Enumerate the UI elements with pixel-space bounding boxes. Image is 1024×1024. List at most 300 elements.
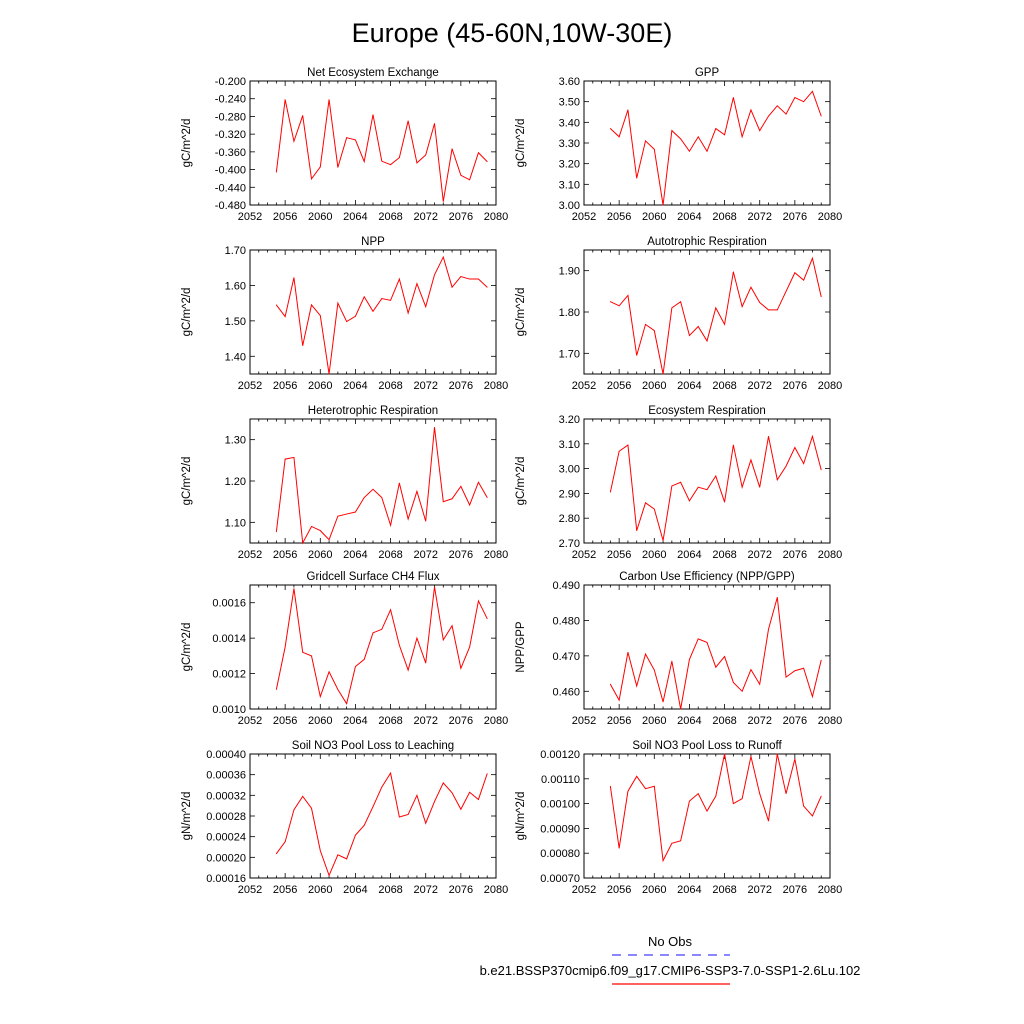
data-point bbox=[680, 840, 681, 841]
data-point bbox=[364, 497, 365, 498]
data-point bbox=[821, 660, 822, 661]
x-tick-label: 2068 bbox=[712, 549, 737, 561]
data-point bbox=[654, 509, 655, 510]
x-tick-label: 2068 bbox=[378, 549, 403, 561]
data-point bbox=[302, 345, 303, 346]
data-point bbox=[768, 821, 769, 822]
data-point bbox=[821, 296, 822, 297]
y-tick-label: 1.10 bbox=[224, 517, 246, 530]
y-tick-label: 3.30 bbox=[558, 138, 580, 150]
data-point bbox=[311, 305, 312, 306]
data-point bbox=[663, 205, 664, 206]
x-tick-label: 2052 bbox=[237, 211, 263, 223]
y-axis-label: gN/m^2/d bbox=[181, 791, 193, 841]
panel-npp bbox=[181, 236, 508, 392]
data-point bbox=[294, 588, 295, 589]
y-tick-label: 0.00110 bbox=[541, 773, 580, 786]
x-tick-label: 2068 bbox=[712, 211, 737, 223]
data-point bbox=[610, 128, 611, 129]
data-point bbox=[320, 530, 321, 531]
x-tick-label: 2060 bbox=[642, 884, 667, 896]
y-axis-label: gC/m^2/d bbox=[181, 118, 193, 168]
x-tick-label: 2072 bbox=[413, 380, 438, 392]
data-point bbox=[680, 709, 681, 710]
y-tick-label: 0.0012 bbox=[212, 668, 246, 681]
data-point bbox=[715, 476, 716, 477]
panel-net-ecosystem-exchange bbox=[181, 67, 508, 223]
y-axis-label: NPP/GPP bbox=[515, 621, 527, 673]
y-tick-label: 0.00028 bbox=[206, 811, 246, 823]
x-tick-label: 2076 bbox=[448, 884, 474, 896]
data-point bbox=[777, 479, 778, 480]
x-tick-label: 2072 bbox=[747, 884, 772, 896]
series-line bbox=[276, 773, 487, 875]
legend-case-label: b.e21.BSSP370cmip6.f09_g17.CMIP6-SSP3-7.0-SSP1-2.6Lu.102 bbox=[479, 963, 861, 978]
data-point bbox=[707, 642, 708, 643]
panel-soil-no3-pool-loss-to-leaching bbox=[181, 740, 508, 896]
data-point bbox=[628, 445, 629, 446]
data-point bbox=[671, 486, 672, 487]
plot-frame bbox=[584, 250, 830, 374]
data-point bbox=[434, 274, 435, 275]
y-tick-label: 0.00016 bbox=[206, 873, 246, 885]
data-point bbox=[487, 287, 488, 288]
data-point bbox=[794, 447, 795, 448]
data-point bbox=[619, 848, 620, 849]
data-point bbox=[671, 661, 672, 662]
y-tick-label: 0.00120 bbox=[540, 749, 580, 761]
data-point bbox=[812, 436, 813, 437]
y-tick-label: 2.80 bbox=[558, 513, 580, 526]
x-tick-label: 2076 bbox=[782, 884, 808, 896]
x-tick-label: 2060 bbox=[308, 211, 333, 223]
data-point bbox=[408, 670, 409, 671]
data-point bbox=[751, 460, 752, 461]
x-tick-label: 2064 bbox=[677, 549, 702, 561]
data-point bbox=[689, 801, 690, 802]
y-tick-label: 0.00040 bbox=[206, 749, 246, 761]
plot-frame bbox=[250, 585, 496, 709]
x-tick-label: 2080 bbox=[817, 549, 843, 561]
data-point bbox=[276, 172, 277, 173]
x-tick-label: 2052 bbox=[237, 884, 263, 896]
data-point bbox=[399, 483, 400, 484]
data-point bbox=[311, 526, 312, 527]
data-point bbox=[469, 279, 470, 280]
x-tick-label: 2060 bbox=[308, 380, 333, 392]
panel-title: Carbon Use Efficiency (NPP/GPP) bbox=[619, 571, 795, 583]
data-point bbox=[311, 808, 312, 809]
data-point bbox=[671, 307, 672, 308]
data-point bbox=[276, 689, 277, 690]
data-point bbox=[751, 287, 752, 288]
data-point bbox=[408, 120, 409, 121]
data-point bbox=[724, 656, 725, 657]
x-tick-label: 2056 bbox=[606, 715, 632, 727]
data-point bbox=[715, 307, 716, 308]
y-axis-label: gC/m^2/d bbox=[181, 456, 193, 506]
data-point bbox=[329, 671, 330, 672]
x-tick-label: 2056 bbox=[606, 549, 632, 561]
data-point bbox=[346, 703, 347, 704]
x-tick-label: 2072 bbox=[747, 549, 772, 561]
data-point bbox=[276, 305, 277, 306]
data-point bbox=[478, 601, 479, 602]
data-point bbox=[786, 677, 787, 678]
x-tick-label: 2072 bbox=[747, 380, 772, 392]
data-point bbox=[724, 502, 725, 503]
y-axis-label: gN/m^2/d bbox=[515, 791, 527, 841]
data-point bbox=[794, 759, 795, 760]
y-tick-label: 0.0014 bbox=[212, 633, 246, 646]
data-point bbox=[469, 792, 470, 793]
data-point bbox=[285, 316, 286, 317]
data-point bbox=[812, 258, 813, 259]
y-tick-label: -0.280 bbox=[214, 111, 246, 124]
data-point bbox=[619, 136, 620, 137]
data-point bbox=[645, 502, 646, 503]
data-point bbox=[469, 647, 470, 648]
x-tick-label: 2056 bbox=[272, 549, 298, 561]
data-point bbox=[733, 682, 734, 683]
data-point bbox=[417, 795, 418, 796]
y-tick-label: -0.200 bbox=[214, 76, 246, 88]
data-point bbox=[733, 445, 734, 446]
panel-title: Net Ecosystem Exchange bbox=[307, 67, 439, 79]
data-point bbox=[821, 116, 822, 117]
x-tick-label: 2064 bbox=[677, 715, 702, 727]
x-tick-label: 2064 bbox=[677, 211, 702, 223]
data-point bbox=[751, 669, 752, 670]
data-point bbox=[487, 161, 488, 162]
y-tick-label: 0.00090 bbox=[540, 823, 580, 836]
data-point bbox=[302, 115, 303, 116]
data-point bbox=[724, 134, 725, 135]
data-point bbox=[381, 629, 382, 630]
data-point bbox=[381, 787, 382, 788]
data-point bbox=[346, 858, 347, 859]
data-point bbox=[768, 310, 769, 311]
x-tick-label: 2060 bbox=[308, 715, 333, 727]
data-point bbox=[390, 525, 391, 526]
x-tick-label: 2080 bbox=[817, 380, 843, 392]
data-point bbox=[443, 201, 444, 202]
data-point bbox=[443, 257, 444, 258]
data-point bbox=[364, 161, 365, 162]
panel-ecosystem-respiration bbox=[515, 405, 842, 561]
data-point bbox=[628, 295, 629, 296]
x-tick-label: 2052 bbox=[237, 715, 263, 727]
x-tick-label: 2076 bbox=[448, 211, 474, 223]
data-point bbox=[390, 773, 391, 774]
data-point bbox=[373, 311, 374, 312]
x-tick-label: 2076 bbox=[448, 549, 474, 561]
x-tick-label: 2064 bbox=[343, 715, 368, 727]
data-point bbox=[285, 99, 286, 100]
data-point bbox=[417, 491, 418, 492]
data-point bbox=[680, 482, 681, 483]
x-tick-label: 2072 bbox=[413, 884, 438, 896]
data-point bbox=[355, 316, 356, 317]
data-point bbox=[794, 97, 795, 98]
data-point bbox=[452, 148, 453, 149]
y-tick-label: 0.0016 bbox=[212, 597, 246, 610]
y-tick-label: 0.00032 bbox=[206, 790, 246, 803]
x-tick-label: 2064 bbox=[343, 380, 368, 392]
data-point bbox=[689, 500, 690, 501]
plot-frame bbox=[584, 754, 830, 878]
x-tick-label: 2076 bbox=[782, 211, 808, 223]
x-tick-label: 2056 bbox=[272, 211, 298, 223]
y-axis-label: gC/m^2/d bbox=[515, 118, 527, 168]
data-point bbox=[628, 652, 629, 653]
series-line bbox=[610, 258, 821, 374]
data-point bbox=[425, 306, 426, 307]
data-point bbox=[294, 809, 295, 810]
data-point bbox=[443, 783, 444, 784]
data-point bbox=[812, 91, 813, 92]
x-tick-label: 2056 bbox=[272, 884, 298, 896]
data-point bbox=[645, 788, 646, 789]
data-point bbox=[329, 374, 330, 375]
x-tick-label: 2080 bbox=[483, 211, 509, 223]
data-point bbox=[425, 521, 426, 522]
x-tick-label: 2068 bbox=[378, 715, 403, 727]
y-tick-label: 0.460 bbox=[552, 686, 580, 699]
data-point bbox=[803, 463, 804, 464]
data-point bbox=[294, 277, 295, 278]
x-tick-label: 2072 bbox=[413, 715, 438, 727]
data-point bbox=[663, 374, 664, 375]
data-point bbox=[337, 516, 338, 517]
y-tick-label: 1.70 bbox=[224, 245, 246, 257]
data-point bbox=[434, 586, 435, 587]
series-line bbox=[276, 587, 487, 704]
data-point bbox=[320, 850, 321, 851]
data-point bbox=[698, 793, 699, 794]
data-point bbox=[478, 799, 479, 800]
data-point bbox=[355, 512, 356, 513]
series-line bbox=[276, 427, 487, 543]
data-point bbox=[636, 178, 637, 179]
data-point bbox=[645, 141, 646, 142]
y-tick-label: 1.30 bbox=[224, 434, 246, 447]
y-tick-label: -0.480 bbox=[214, 200, 246, 212]
x-tick-label: 2072 bbox=[747, 211, 772, 223]
y-tick-label: 3.10 bbox=[558, 438, 580, 451]
data-point bbox=[724, 754, 725, 755]
data-point bbox=[707, 489, 708, 490]
data-point bbox=[364, 825, 365, 826]
x-tick-label: 2080 bbox=[817, 884, 843, 896]
data-point bbox=[425, 155, 426, 156]
data-point bbox=[742, 487, 743, 488]
x-tick-label: 2068 bbox=[378, 211, 403, 223]
data-point bbox=[628, 791, 629, 792]
data-point bbox=[434, 427, 435, 428]
data-point bbox=[707, 151, 708, 152]
panel-title: Ecosystem Respiration bbox=[648, 405, 766, 417]
data-point bbox=[786, 114, 787, 115]
data-point bbox=[777, 597, 778, 598]
data-point bbox=[425, 823, 426, 824]
data-point bbox=[724, 324, 725, 325]
legend bbox=[480, 934, 861, 984]
y-tick-label: 3.20 bbox=[558, 414, 580, 426]
data-point bbox=[478, 152, 479, 153]
data-point bbox=[707, 811, 708, 812]
x-tick-label: 2056 bbox=[606, 380, 632, 392]
x-tick-label: 2064 bbox=[677, 380, 702, 392]
x-tick-label: 2076 bbox=[782, 549, 808, 561]
data-point bbox=[689, 659, 690, 660]
y-axis-label: gC/m^2/d bbox=[515, 287, 527, 337]
x-tick-label: 2052 bbox=[237, 380, 263, 392]
y-tick-label: 0.470 bbox=[552, 650, 580, 663]
data-point bbox=[276, 853, 277, 854]
data-point bbox=[759, 793, 760, 794]
plot-frame bbox=[584, 419, 830, 543]
x-tick-label: 2064 bbox=[343, 211, 368, 223]
data-point bbox=[803, 668, 804, 669]
panel-title: Soil NO3 Pool Loss to Leaching bbox=[291, 740, 455, 752]
y-tick-label: 3.00 bbox=[558, 200, 580, 212]
data-point bbox=[698, 638, 699, 639]
data-point bbox=[320, 167, 321, 168]
x-tick-label: 2056 bbox=[606, 884, 632, 896]
y-tick-label: -0.360 bbox=[214, 146, 246, 159]
data-point bbox=[487, 773, 488, 774]
plot-frame bbox=[250, 754, 496, 878]
x-tick-label: 2068 bbox=[712, 380, 737, 392]
x-tick-label: 2056 bbox=[272, 380, 298, 392]
data-point bbox=[425, 663, 426, 664]
y-tick-label: 1.60 bbox=[224, 280, 246, 293]
data-point bbox=[320, 315, 321, 316]
data-point bbox=[786, 793, 787, 794]
x-tick-label: 2056 bbox=[606, 211, 632, 223]
data-point bbox=[610, 786, 611, 787]
y-tick-label: 0.00024 bbox=[206, 831, 246, 844]
data-point bbox=[346, 137, 347, 138]
x-tick-label: 2080 bbox=[483, 884, 509, 896]
data-point bbox=[337, 167, 338, 168]
data-point bbox=[715, 667, 716, 668]
x-tick-label: 2080 bbox=[483, 380, 509, 392]
y-tick-label: 3.60 bbox=[558, 76, 580, 88]
x-tick-label: 2052 bbox=[571, 380, 597, 392]
x-tick-label: 2068 bbox=[378, 884, 403, 896]
x-tick-label: 2052 bbox=[571, 715, 597, 727]
y-tick-label: 0.490 bbox=[552, 580, 580, 592]
data-point bbox=[610, 684, 611, 685]
data-point bbox=[619, 305, 620, 306]
data-point bbox=[285, 459, 286, 460]
data-point bbox=[777, 105, 778, 106]
data-point bbox=[285, 841, 286, 842]
data-point bbox=[619, 700, 620, 701]
figure-title: Europe (45-60N,10W-30E) bbox=[351, 18, 673, 48]
x-tick-label: 2064 bbox=[343, 549, 368, 561]
data-point bbox=[751, 756, 752, 757]
y-tick-label: 1.40 bbox=[224, 351, 246, 364]
data-point bbox=[478, 482, 479, 483]
data-point bbox=[399, 645, 400, 646]
data-point bbox=[311, 178, 312, 179]
data-point bbox=[373, 806, 374, 807]
data-point bbox=[759, 684, 760, 685]
data-point bbox=[434, 123, 435, 124]
x-tick-label: 2080 bbox=[817, 211, 843, 223]
data-point bbox=[355, 835, 356, 836]
x-tick-label: 2068 bbox=[378, 380, 403, 392]
data-point bbox=[329, 539, 330, 540]
panel-title: NPP bbox=[361, 236, 385, 248]
data-point bbox=[777, 754, 778, 755]
data-point bbox=[768, 436, 769, 437]
data-point bbox=[276, 531, 277, 532]
data-point bbox=[610, 492, 611, 493]
data-point bbox=[460, 175, 461, 176]
data-point bbox=[680, 138, 681, 139]
data-point bbox=[619, 451, 620, 452]
panel-autotrophic-respiration bbox=[515, 236, 842, 392]
y-tick-label: 2.70 bbox=[558, 538, 580, 550]
y-tick-label: 2.90 bbox=[558, 488, 580, 501]
data-point bbox=[337, 854, 338, 855]
data-point bbox=[443, 640, 444, 641]
data-point bbox=[294, 457, 295, 458]
data-point bbox=[469, 505, 470, 506]
data-point bbox=[399, 817, 400, 818]
series-line bbox=[276, 257, 487, 374]
data-point bbox=[671, 130, 672, 131]
data-point bbox=[452, 625, 453, 626]
x-tick-label: 2072 bbox=[413, 211, 438, 223]
panel-heterotrophic-respiration bbox=[181, 405, 508, 561]
x-tick-label: 2076 bbox=[782, 715, 808, 727]
y-tick-label: 1.70 bbox=[558, 348, 580, 361]
x-tick-label: 2076 bbox=[782, 380, 808, 392]
data-point bbox=[337, 689, 338, 690]
data-point bbox=[408, 313, 409, 314]
y-tick-label: 1.80 bbox=[558, 307, 580, 319]
data-point bbox=[443, 501, 444, 502]
y-axis-label: gC/m^2/d bbox=[181, 287, 193, 337]
panel-title: Heterotrophic Respiration bbox=[307, 405, 439, 417]
data-point bbox=[460, 276, 461, 277]
x-tick-label: 2076 bbox=[448, 715, 474, 727]
x-tick-label: 2060 bbox=[308, 884, 333, 896]
data-point bbox=[654, 149, 655, 150]
data-point bbox=[294, 141, 295, 142]
x-tick-label: 2052 bbox=[237, 549, 263, 561]
data-point bbox=[302, 652, 303, 653]
data-point bbox=[680, 301, 681, 302]
data-point bbox=[320, 696, 321, 697]
data-point bbox=[329, 875, 330, 876]
y-tick-label: 0.00080 bbox=[540, 848, 580, 861]
x-tick-label: 2068 bbox=[712, 715, 737, 727]
panel-title: Autotrophic Respiration bbox=[647, 236, 767, 248]
y-tick-label: 3.10 bbox=[558, 179, 580, 192]
data-point bbox=[373, 489, 374, 490]
data-point bbox=[417, 163, 418, 164]
y-tick-label: 0.0010 bbox=[212, 704, 246, 716]
data-point bbox=[803, 806, 804, 807]
data-point bbox=[759, 487, 760, 488]
x-tick-label: 2060 bbox=[642, 549, 667, 561]
